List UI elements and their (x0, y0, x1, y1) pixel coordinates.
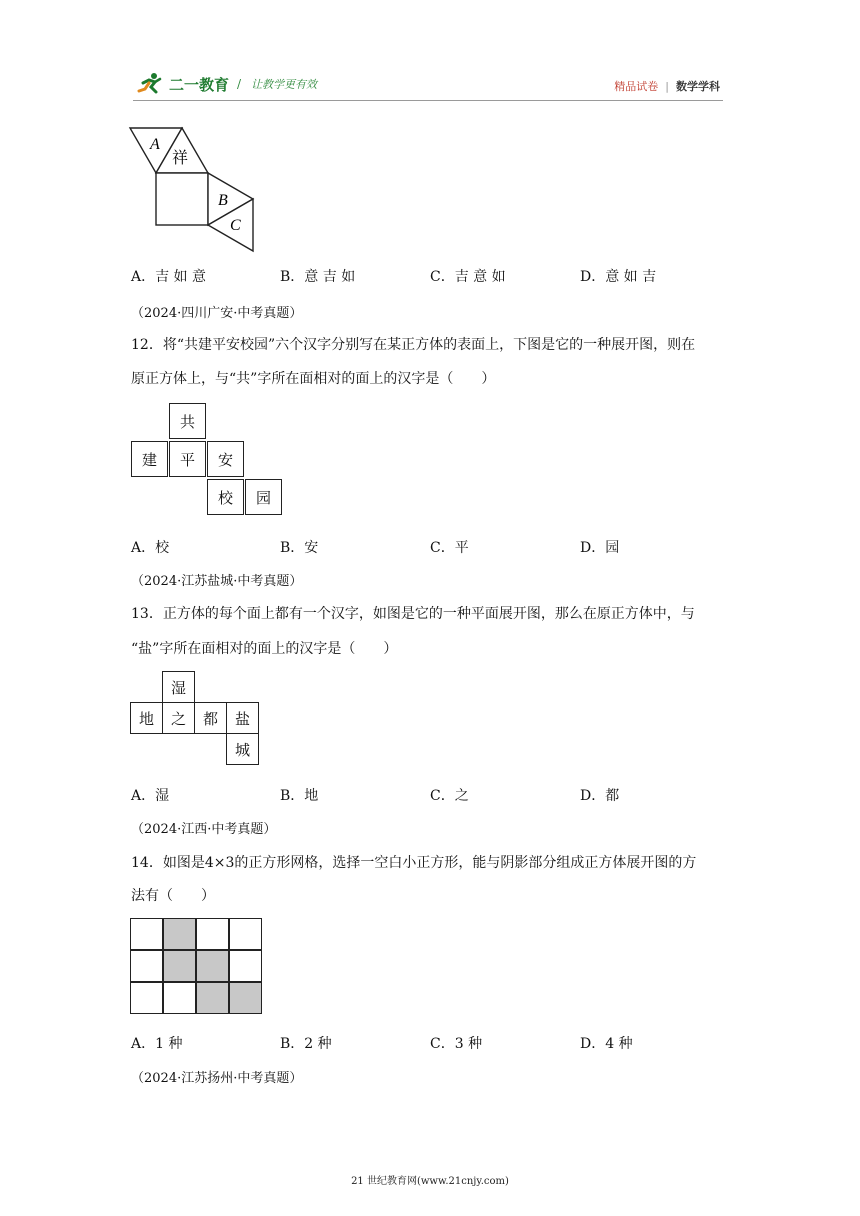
q12-source: （2024·四川广安·中考真题） (131, 306, 303, 321)
q14-source: （2024·江西·中考真题） (131, 822, 277, 837)
q11-option-b: B．意 吉 如 (280, 269, 356, 285)
q14-shaded-square (196, 982, 229, 1014)
q13-option-b: B．地 (280, 788, 319, 804)
q12-cell-xiao: 校 (207, 479, 244, 515)
brand-slogan: 让教学更有效 (251, 78, 318, 91)
q14-text-line1: 14．如图是4×3的正方形网格，选择一空白小正方形，能与阴影部分组成正方体展开图的方 (131, 855, 697, 871)
q13-cell-zhi: 之 (162, 702, 195, 734)
q12-text-line2: 原正方体上，与“共”字所在面相对的面上的汉字是（ ） (131, 371, 496, 387)
q13-cell-yan: 盐 (226, 702, 259, 734)
q14-blank-square (130, 918, 163, 950)
q15-source: （2024·江苏扬州·中考真题） (131, 1071, 303, 1086)
q12-option-a: A．校 (131, 540, 170, 556)
q13-cell-shi: 湿 (162, 671, 195, 703)
q13-cell-di: 地 (130, 702, 163, 734)
q12-option-d: D．园 (580, 540, 620, 556)
q14-blank-square (229, 918, 262, 950)
q11-label-b: B (218, 192, 228, 209)
brand-logo (135, 67, 317, 101)
q11-label-c: C (230, 217, 241, 234)
header-separator: | (665, 79, 669, 93)
q14-shaded-square (196, 950, 229, 982)
q13-source: （2024·江苏盐城·中考真题） (131, 574, 303, 589)
q12-cell-an: 安 (207, 441, 244, 477)
q11-square (156, 173, 208, 225)
q14-grid-figure (130, 918, 262, 1014)
q14-shaded-square (163, 950, 196, 982)
q12-text-line1: 12．将“共建平安校园”六个汉字分别写在某正方体的表面上，下图是它的一种展开图，则在 (131, 337, 696, 353)
q12-cell-jian: 建 (131, 441, 168, 477)
q11-label-a: A (150, 136, 160, 153)
q13-text-line2: “盐”字所在面相对的面上的汉字是（ ） (131, 641, 398, 657)
q12-cell-gong: 共 (169, 403, 206, 439)
runner-logo-icon (135, 71, 165, 97)
q11-net-figure (128, 125, 260, 253)
q11-option-a: A．吉 如 意 (131, 269, 207, 285)
q14-blank-square (163, 982, 196, 1014)
q13-cell-dou: 都 (194, 702, 227, 734)
q13-cell-cheng: 城 (226, 733, 259, 765)
brand-name: 二一教育 (169, 75, 230, 94)
q12-cell-ping: 平 (169, 441, 206, 477)
paper-tag: 精品试卷 (614, 80, 659, 93)
q14-blank-square (130, 982, 163, 1014)
q14-option-c: C．3 种 (430, 1036, 483, 1052)
q13-option-a: A．湿 (131, 788, 170, 804)
q14-option-d: D．4 种 (580, 1036, 633, 1052)
q14-option-b: B．2 种 (280, 1036, 332, 1052)
q11-option-d: D．意 如 吉 (580, 269, 657, 285)
q14-blank-square (196, 918, 229, 950)
q12-cell-yuan: 园 (245, 479, 282, 515)
q13-option-c: C．之 (430, 788, 469, 804)
q12-option-c: C．平 (430, 540, 469, 556)
header-rule (133, 100, 723, 101)
q14-blank-square (229, 950, 262, 982)
q14-text-line2: 法有（ ） (131, 888, 215, 904)
q13-option-d: D．都 (580, 788, 620, 804)
header-right (614, 78, 720, 94)
q13-text-line1: 13．正方体的每个面上都有一个汉字，如图是它的一种平面展开图，那么在原正方体中，与 (131, 606, 695, 622)
q14-shaded-square (229, 982, 262, 1014)
subject-tag: 数学学科 (676, 80, 720, 93)
header-divider: / (237, 77, 242, 91)
q14-option-a: A．1 种 (131, 1036, 183, 1052)
page-footer: 21 世纪教育网(www.21cnjy.com) (351, 1176, 509, 1187)
q11-label-xiang: 祥 (172, 148, 189, 167)
q11-option-c: C．吉 意 如 (430, 269, 506, 285)
q14-blank-square (130, 950, 163, 982)
q12-option-b: B．安 (280, 540, 319, 556)
q14-shaded-square (163, 918, 196, 950)
